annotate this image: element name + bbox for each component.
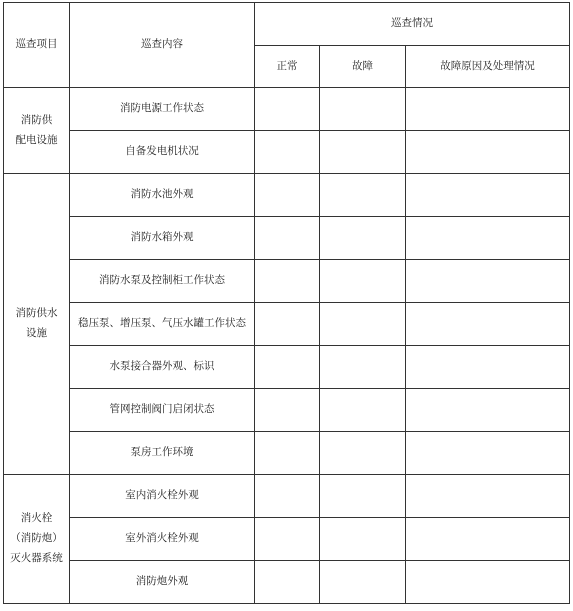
header-inspection-content: 巡查内容: [70, 3, 255, 88]
fault-reason-cell[interactable]: [406, 561, 570, 604]
table-row: [4, 217, 570, 260]
fault-cell[interactable]: [320, 346, 406, 389]
normal-cell[interactable]: [255, 88, 320, 131]
category-label-line: 灭火器系统: [10, 551, 63, 564]
fault-cell[interactable]: [320, 475, 406, 518]
inspection-content-cell: 消防炮外观: [70, 561, 255, 604]
category-label-line: 设施: [26, 327, 47, 339]
category-label-line: 消防供水: [15, 307, 58, 320]
fault-cell[interactable]: [320, 131, 406, 174]
normal-cell[interactable]: [255, 475, 320, 518]
category-power-supply: [4, 88, 70, 174]
fault-reason-cell[interactable]: [406, 174, 570, 217]
fault-cell[interactable]: [320, 174, 406, 217]
inspection-content-cell: 自备发电机状况: [70, 131, 255, 174]
fault-cell[interactable]: [320, 217, 406, 260]
normal-cell[interactable]: [255, 260, 320, 303]
table-row: [4, 518, 570, 561]
header-fault-reason: 故障原因及处理情况: [406, 46, 570, 88]
inspection-table: [3, 2, 570, 604]
fault-cell[interactable]: [320, 561, 406, 604]
table-row: [4, 475, 570, 518]
inspection-content-cell: 室外消火栓外观: [70, 518, 255, 561]
normal-cell[interactable]: [255, 131, 320, 174]
table-row: [4, 561, 570, 604]
fault-cell[interactable]: [320, 88, 406, 131]
fault-reason-cell[interactable]: [406, 303, 570, 346]
table-row: [4, 346, 570, 389]
fault-cell[interactable]: [320, 518, 406, 561]
normal-cell[interactable]: [255, 174, 320, 217]
fault-reason-cell[interactable]: [406, 131, 570, 174]
inspection-content-cell: 稳压泵、增压泵、气压水罐工作状态: [70, 303, 255, 346]
table-row: [4, 389, 570, 432]
normal-cell[interactable]: [255, 432, 320, 475]
normal-cell[interactable]: [255, 217, 320, 260]
table-row: [4, 260, 570, 303]
table-row: [4, 303, 570, 346]
header-normal: 正常: [255, 46, 320, 88]
normal-cell[interactable]: [255, 346, 320, 389]
fault-reason-cell[interactable]: [406, 475, 570, 518]
category-label-line: （消防炮）: [10, 532, 63, 545]
fault-reason-cell[interactable]: [406, 518, 570, 561]
inspection-content-cell: 泵房工作环境: [70, 432, 255, 475]
header-inspection-item: 巡查项目: [4, 3, 70, 88]
inspection-content-cell: 消防水泵及控制柜工作状态: [70, 260, 255, 303]
table-row: [4, 432, 570, 475]
fault-cell[interactable]: [320, 260, 406, 303]
inspection-content-cell: 室内消火栓外观: [70, 475, 255, 518]
category-label-line: 消火栓: [20, 512, 53, 525]
category-label-line: 消防供: [20, 113, 53, 126]
fault-reason-cell[interactable]: [406, 217, 570, 260]
fault-cell[interactable]: [320, 303, 406, 346]
inspection-content-cell: 消防电源工作状态: [70, 88, 255, 131]
header-row-1: [4, 3, 570, 46]
category-water-supply: [4, 174, 70, 475]
fault-cell[interactable]: [320, 432, 406, 475]
category-hydrant-extinguisher: [4, 475, 70, 604]
inspection-content-cell: 水泵接合器外观、标识: [70, 346, 255, 389]
fault-reason-cell[interactable]: [406, 389, 570, 432]
fault-reason-cell[interactable]: [406, 432, 570, 475]
fault-cell[interactable]: [320, 389, 406, 432]
fault-reason-cell[interactable]: [406, 260, 570, 303]
inspection-content-cell: 管网控制阀门启闭状态: [70, 389, 255, 432]
normal-cell[interactable]: [255, 389, 320, 432]
header-fault: 故障: [320, 46, 406, 88]
table-row: [4, 131, 570, 174]
table-row: [4, 174, 570, 217]
category-label-line: 配电设施: [15, 133, 58, 146]
fault-reason-cell[interactable]: [406, 346, 570, 389]
normal-cell[interactable]: [255, 303, 320, 346]
fault-reason-cell[interactable]: [406, 88, 570, 131]
header-inspection-status: 巡查情况: [255, 3, 570, 46]
normal-cell[interactable]: [255, 561, 320, 604]
normal-cell[interactable]: [255, 518, 320, 561]
inspection-content-cell: 消防水池外观: [70, 174, 255, 217]
inspection-content-cell: 消防水箱外观: [70, 217, 255, 260]
table-row: [4, 88, 570, 131]
